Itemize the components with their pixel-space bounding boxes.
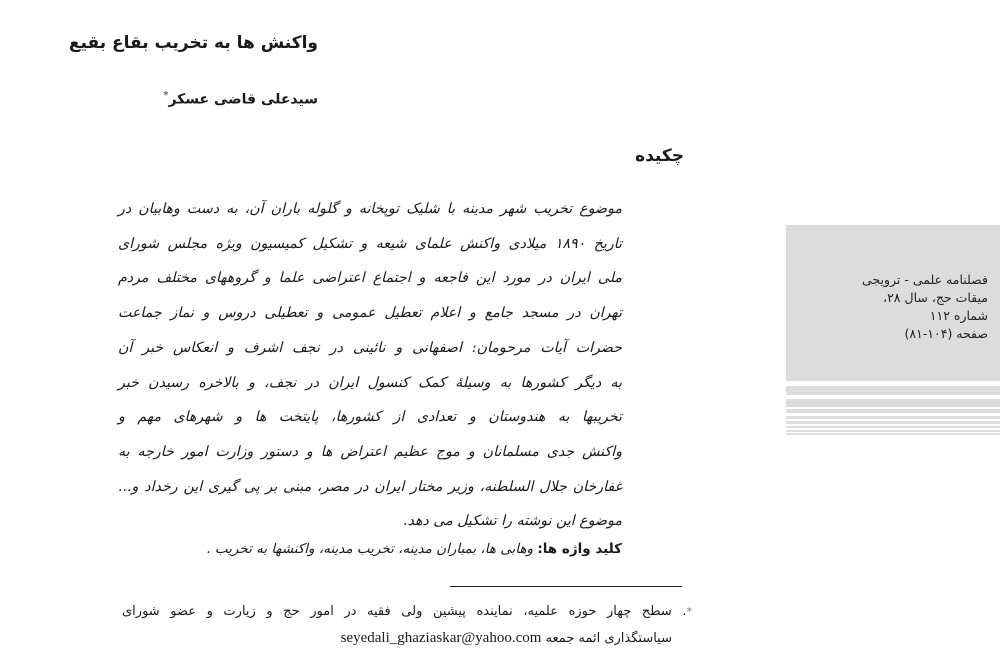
journal-name-year: میقات حج، سال ۲۸، bbox=[883, 290, 988, 305]
decorative-stripe bbox=[786, 416, 1000, 419]
decorative-stripe bbox=[786, 426, 1000, 428]
keywords-values: وهابی ها، بمباران مدینه، تخریب مدینه، واکنشها به تخریب . bbox=[206, 541, 534, 557]
footnote-line-1 bbox=[122, 598, 692, 625]
author-footnote-mark: * bbox=[163, 90, 169, 101]
abstract-line: واکنش جدی مسلمانان و موج عظیم اعتراض ها و دستور وزارت امور خارجه به bbox=[118, 443, 622, 460]
footnote-mark: * bbox=[686, 605, 692, 618]
abstract-line: غفارخان جلال السلطنه، وزیر مختار ایران در مصر، مبنی بر پی گیری این رخداد و... bbox=[118, 478, 622, 495]
decorative-stripe bbox=[786, 433, 1000, 435]
footnote-text-2: سیاستگذاری ائمه جمعه bbox=[545, 631, 672, 646]
footnote-text: . سطح چهار حوزه علمیه، نماینده پیشین ولی فقیه در امور حج و زیارت و عضو شورای bbox=[122, 604, 687, 619]
abstract-line: موضوع تخریب شهر مدینه با شلیک توپخانه و گلوله باران آن، به دست وهابیان در bbox=[118, 201, 622, 217]
abstract-line: تهران در مسجد جامع و اعلام تعطیل عمومی و تعطیلی دروس و نماز جماعت bbox=[118, 305, 622, 322]
author-email[interactable]: seyedali_ghaziaskar@yahoo.com bbox=[340, 630, 542, 646]
abstract-line: حضرات آیات مرحومان: اصفهانی و نائینی در نجف اشرف و انعکاس خبر آن bbox=[118, 339, 622, 356]
abstract-line: تاریخ ۱۸۹۰ میلادی واکنش علمای شیعه و تشکیل کمیسیون ویژه مجلس شورای bbox=[118, 235, 623, 252]
author-name: سیدعلی قاضی عسکر bbox=[168, 91, 318, 108]
footnote-line-2 bbox=[122, 625, 692, 652]
journal-info-box bbox=[786, 225, 1000, 381]
journal-pages: صفحه (۱۰۴-۸۱) bbox=[904, 326, 988, 341]
journal-type: فصلنامه علمی - ترویجی bbox=[862, 272, 988, 287]
journal-issue: شماره ۱۱۲ bbox=[929, 308, 988, 323]
journal-info bbox=[862, 271, 988, 343]
abstract-body bbox=[118, 192, 622, 539]
keywords bbox=[182, 541, 622, 557]
abstract-line: به دیگر کشورها به وسیلهٔ کمک کنسول ایران در نجف، و بالاخره رسیدن خبر bbox=[118, 374, 622, 391]
abstract-line: تخریبها به هندوستان و تعدادی از کشورها، پایتخت ها و شهرهای مهم و bbox=[118, 409, 622, 426]
article-author bbox=[18, 90, 318, 108]
abstract-heading: چکیده bbox=[635, 146, 684, 166]
decorative-stripe bbox=[786, 430, 1000, 432]
abstract-line: موضوع این نوشته را تشکیل می دهد. bbox=[402, 513, 622, 530]
footnote bbox=[122, 598, 692, 652]
decorative-stripe bbox=[786, 399, 1000, 407]
keywords-label: کلید واژه ها: bbox=[537, 541, 622, 557]
abstract-line: ملی ایران در مورد این فاجعه و اجتماع اعتراضی علما و گروههای مختلف مردم bbox=[118, 270, 622, 287]
article-title: واکنش ها به تخریب بقاع بقیع bbox=[68, 33, 318, 53]
decorative-stripe bbox=[786, 386, 1000, 395]
decorative-stripe bbox=[786, 421, 1000, 424]
footnote-divider bbox=[450, 586, 682, 587]
decorative-stripe bbox=[786, 409, 1000, 413]
